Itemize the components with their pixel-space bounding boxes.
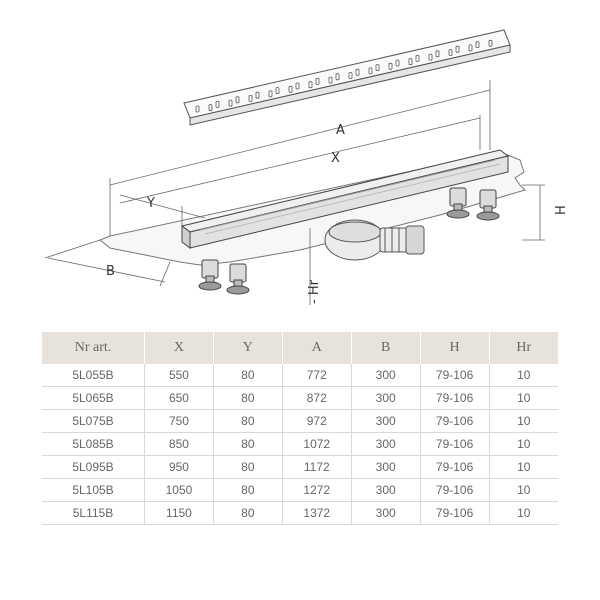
- grating-slot: [216, 101, 219, 107]
- grating-slot: [209, 105, 212, 111]
- table-cell: 300: [351, 433, 420, 456]
- adjustable-foot: [199, 260, 221, 290]
- grating-slot: [329, 77, 332, 83]
- grating-slot: [396, 60, 399, 66]
- table-cell: 80: [213, 502, 282, 525]
- grating-slot: [369, 68, 372, 74]
- table-cell: 872: [282, 387, 351, 410]
- table-cell: 972: [282, 410, 351, 433]
- grating-slot: [429, 54, 432, 60]
- grating-slot: [336, 74, 339, 80]
- grating-slot: [349, 73, 352, 79]
- grating-slot: [376, 65, 379, 71]
- table-cell: 79-106: [420, 479, 489, 502]
- table-header-row: [42, 332, 558, 364]
- grating-slot: [449, 50, 452, 56]
- column-header: X: [145, 332, 214, 364]
- table-row: [42, 433, 558, 456]
- grating-slot: [436, 51, 439, 57]
- column-header: Y: [213, 332, 282, 364]
- table-row: [42, 479, 558, 502]
- table-cell: 1272: [282, 479, 351, 502]
- table-cell: 5L075B: [42, 410, 145, 433]
- grating-slot: [229, 100, 232, 106]
- table-cell: 80: [213, 364, 282, 387]
- table-cell: 1172: [282, 456, 351, 479]
- table-cell: 10: [489, 456, 558, 479]
- table-cell: 5L105B: [42, 479, 145, 502]
- dim-label-b: B: [106, 264, 115, 279]
- table-row: [42, 364, 558, 387]
- drain-grating: [184, 30, 510, 125]
- table-cell: 5L085B: [42, 433, 145, 456]
- table-row: [42, 387, 558, 410]
- grating-slot: [296, 83, 299, 89]
- table-cell: 80: [213, 433, 282, 456]
- dim-label-y: Y: [147, 196, 155, 211]
- adjustable-foot: [477, 190, 499, 220]
- table-cell: 10: [489, 364, 558, 387]
- table-cell: 300: [351, 456, 420, 479]
- dim-label-hr: - Hr: [307, 280, 322, 304]
- column-header: H: [420, 332, 489, 364]
- table-cell: 79-106: [420, 364, 489, 387]
- dim-label-x: X: [331, 151, 340, 166]
- table-cell: 300: [351, 502, 420, 525]
- grating-slot: [389, 63, 392, 69]
- grating-slot: [309, 82, 312, 88]
- table-row: [42, 502, 558, 525]
- adjustable-foot: [447, 188, 469, 218]
- table-cell: 79-106: [420, 456, 489, 479]
- grating-slot: [316, 78, 319, 84]
- grating-slot: [469, 45, 472, 51]
- dim-label-a: A: [336, 123, 345, 138]
- table-cell: 5L115B: [42, 502, 145, 525]
- table-cell: 10: [489, 410, 558, 433]
- table-cell: 5L055B: [42, 364, 145, 387]
- adjustable-foot: [227, 264, 249, 294]
- grating-slot: [276, 88, 279, 94]
- table-cell: 772: [282, 364, 351, 387]
- column-header: Nr art.: [42, 332, 145, 364]
- grating-slot: [476, 42, 479, 48]
- table-cell: 79-106: [420, 387, 489, 410]
- table-cell: 300: [351, 410, 420, 433]
- table-cell: 80: [213, 387, 282, 410]
- column-header: Hr: [489, 332, 558, 364]
- table-cell: 950: [145, 456, 214, 479]
- table-row: [42, 410, 558, 433]
- table-cell: 10: [489, 387, 558, 410]
- table-cell: 850: [145, 433, 214, 456]
- dim-label-h: H: [554, 205, 569, 215]
- table-cell: 5L065B: [42, 387, 145, 410]
- table-cell: 5L095B: [42, 456, 145, 479]
- table-cell: 1050: [145, 479, 214, 502]
- grating-slot: [249, 96, 252, 102]
- table-cell: 10: [489, 433, 558, 456]
- table-row: [42, 456, 558, 479]
- dimensions-table: [42, 332, 558, 525]
- table-cell: 80: [213, 479, 282, 502]
- table-cell: 80: [213, 410, 282, 433]
- grating-slot: [409, 59, 412, 65]
- table-cell: 79-106: [420, 433, 489, 456]
- table-cell: 750: [145, 410, 214, 433]
- table-cell: 10: [489, 479, 558, 502]
- table-cell: 550: [145, 364, 214, 387]
- table-cell: 300: [351, 364, 420, 387]
- column-header: B: [351, 332, 420, 364]
- grating-slot: [489, 40, 492, 46]
- grating-slot: [256, 92, 259, 98]
- table-cell: 79-106: [420, 410, 489, 433]
- table-cell: 1150: [145, 502, 214, 525]
- table-cell: 1372: [282, 502, 351, 525]
- grating-slot: [416, 55, 419, 61]
- table-cell: 80: [213, 456, 282, 479]
- siphon-outlet: [325, 220, 424, 260]
- column-header: A: [282, 332, 351, 364]
- grating-slot: [289, 86, 292, 92]
- grating-slot: [269, 91, 272, 97]
- table-cell: 300: [351, 387, 420, 410]
- grating-slot: [236, 97, 239, 103]
- table-cell: 650: [145, 387, 214, 410]
- grating-slot: [356, 69, 359, 75]
- table-cell: 10: [489, 502, 558, 525]
- table-cell: 300: [351, 479, 420, 502]
- table-cell: 79-106: [420, 502, 489, 525]
- table-cell: 1072: [282, 433, 351, 456]
- grating-slot: [196, 106, 199, 112]
- grating-slot: [456, 46, 459, 52]
